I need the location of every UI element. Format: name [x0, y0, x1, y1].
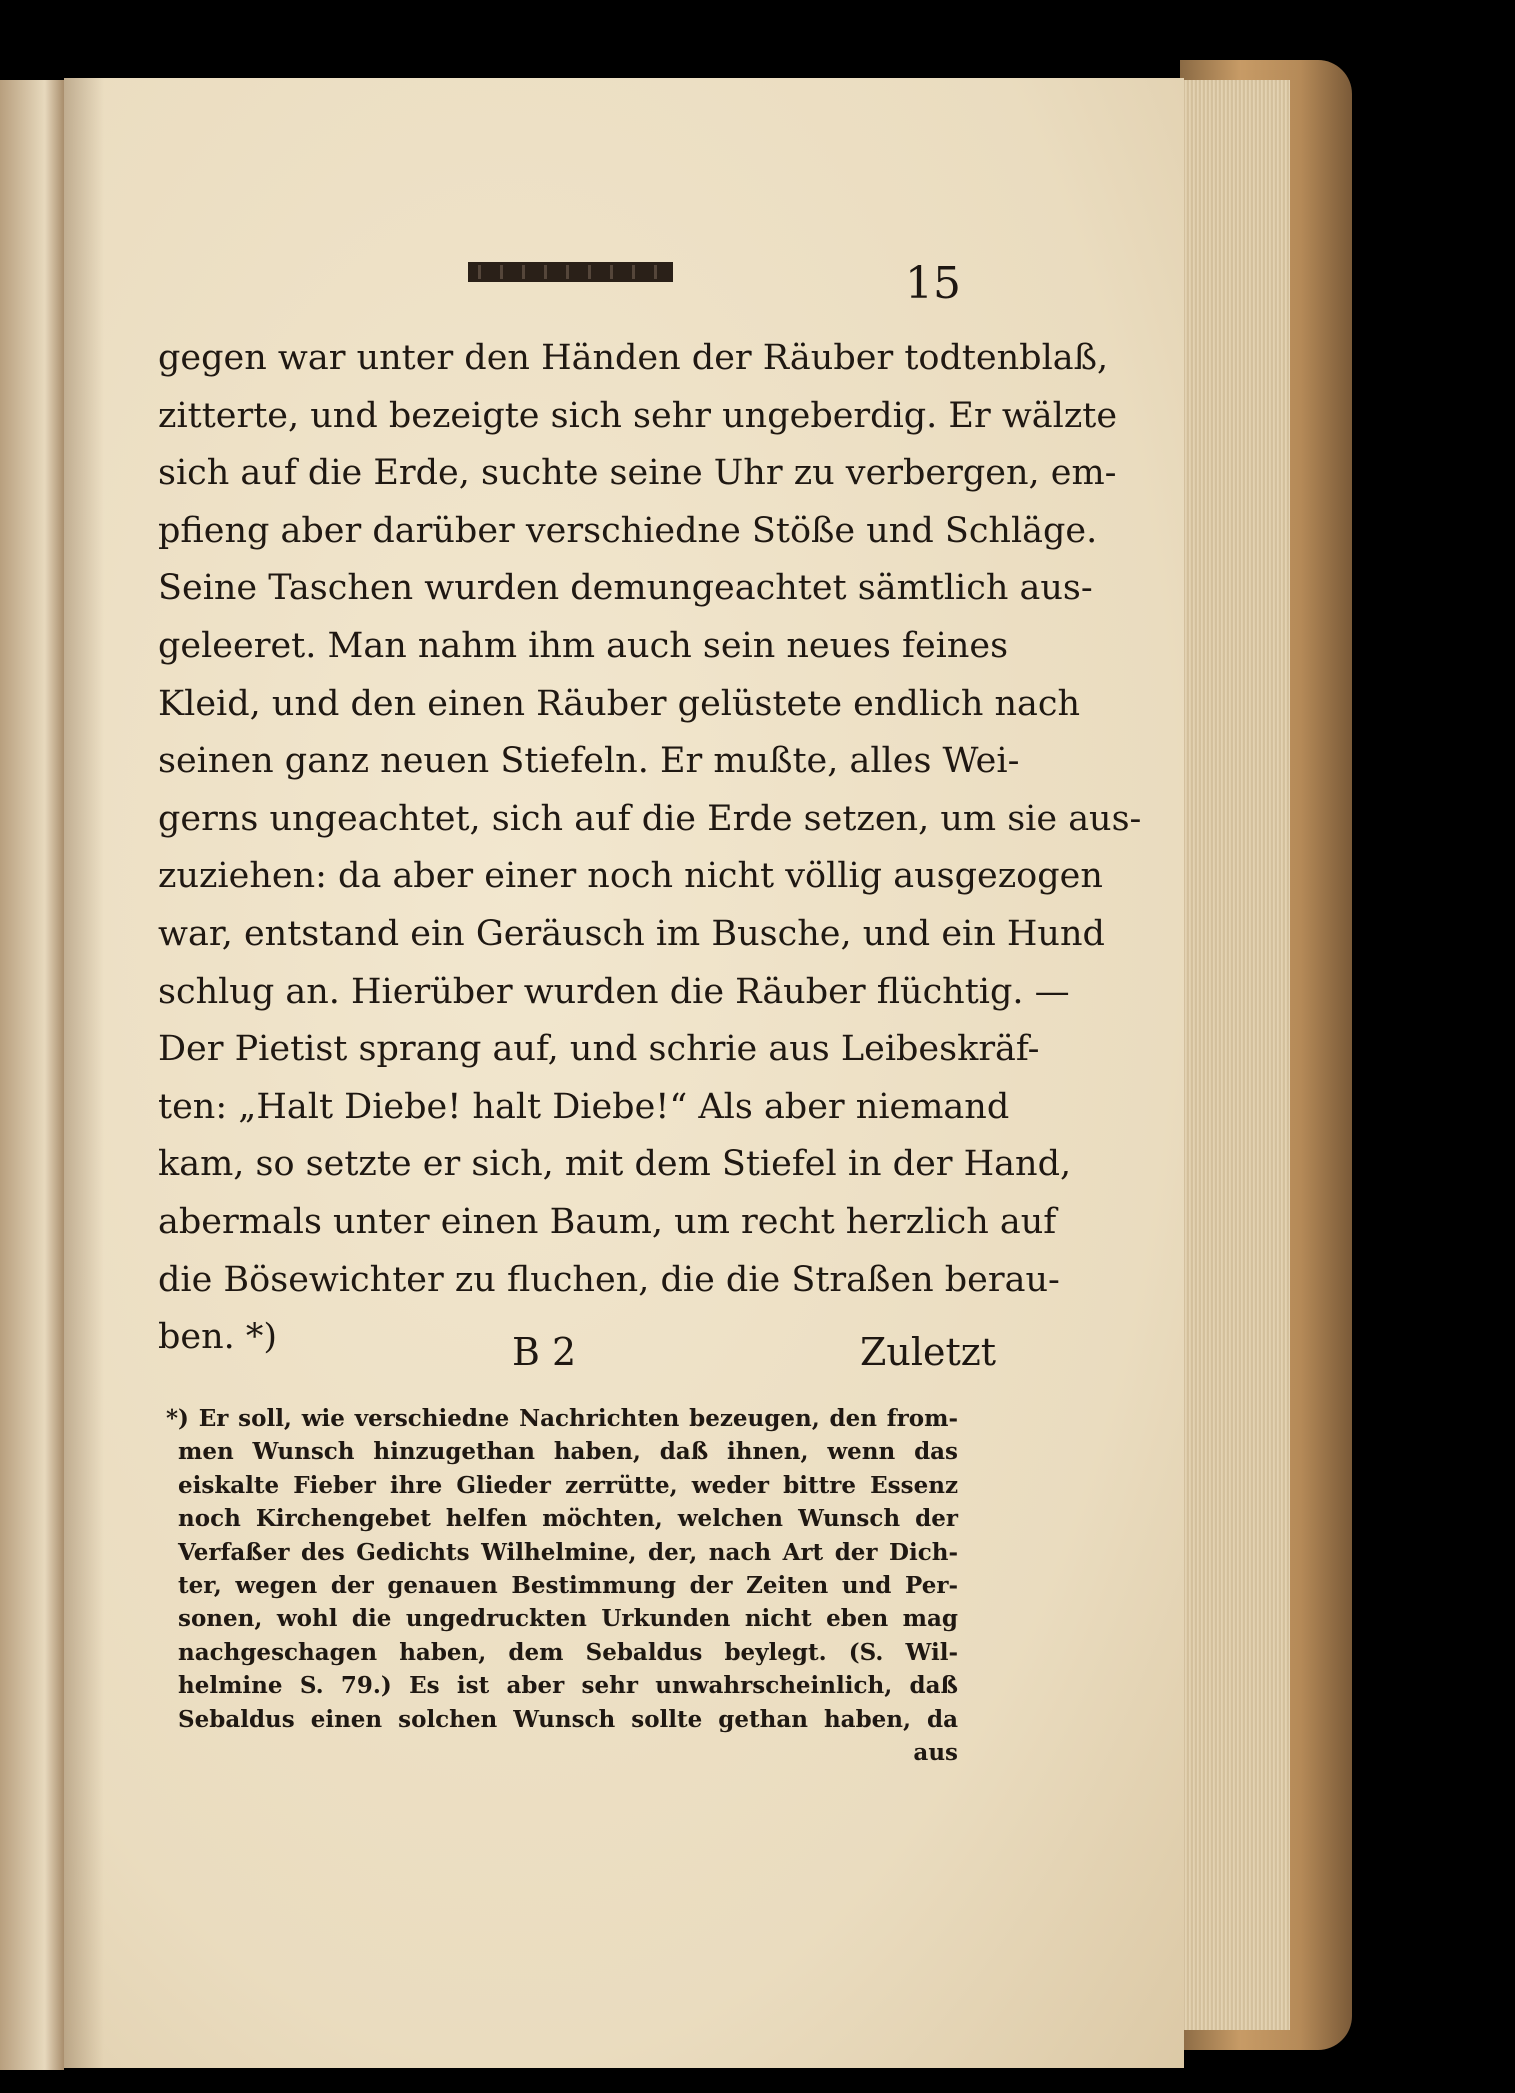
text-line: kam, so setzte er sich, mit dem Stiefel in der Hand, [158, 1144, 1072, 1185]
text-line: pfieng aber darüber verschiedne Stöße und Schläge. [158, 510, 1098, 551]
text-line: abermals unter einen Baum, um recht herzlich auf [158, 1201, 1057, 1242]
text-line: zuziehen: da aber einer noch nicht völlig ausgezogen [158, 856, 1103, 897]
page-number: 15 [905, 258, 961, 309]
footnote-line: nachgeschagen haben, dem Sebaldus beylegt. (S. Wil- [178, 1638, 958, 1666]
text-line: sich auf die Erde, suchte seine Uhr zu verbergen, em- [158, 453, 1117, 494]
footnote-line: helmine S. 79.) Es ist aber sehr unwahrscheinlich, daß [178, 1672, 958, 1700]
footnote-line: noch Kirchengebet helfen möchten, welchen Wunsch der [178, 1505, 958, 1533]
page-block-edges [1170, 80, 1290, 2030]
text-line: ten: „Halt Diebe! halt Diebe!“ Als aber niemand [158, 1086, 1010, 1127]
text-line: geleeret. Man nahm ihm auch sein neues feines [158, 625, 1009, 666]
text-line: Der Pietist sprang auf, und schrie aus Leibeskräf- [158, 1029, 1040, 1070]
text-line: ben. *) [158, 1317, 278, 1358]
footnote-line: eiskalte Fieber ihre Glieder zerrütte, weder bittre Essenz [178, 1471, 958, 1499]
text-line: die Bösewichter zu fluchen, die die Straßen berau- [158, 1259, 1060, 1300]
footnote-line: men Wunsch hinzugethan haben, daß ihnen, wenn das [178, 1438, 958, 1466]
text-line: seinen ganz neuen Stiefeln. Er mußte, alles Wei- [158, 741, 1020, 782]
footnote-line: ter, wegen der genauen Bestimmung der Zeiten und Per- [178, 1571, 958, 1599]
text-line: Seine Taschen wurden demungeachtet sämtlich aus- [158, 568, 1093, 609]
footnote-catchword: aus [913, 1738, 958, 1766]
text-line: schlug an. Hierüber wurden die Räuber flüchtig. — [158, 971, 1070, 1012]
signature-mark: B 2 [512, 1330, 577, 1374]
text-line: zitterte, und bezeigte sich sehr ungeberdig. Er wälzte [158, 395, 1118, 436]
text-line: gerns ungeachtet, sich auf die Erde setzen, um sie aus- [158, 798, 1142, 839]
text-line: gegen war unter den Händen der Räuber todtenblaß, [158, 338, 1109, 378]
footnote-line: Sebaldus einen solchen Wunsch sollte gethan haben, da [178, 1705, 958, 1733]
footnote-line: Verfaßer des Gedichts Wilhelmine, der, nach Art der Dich- [178, 1538, 958, 1566]
catchword: Zuletzt [860, 1330, 997, 1374]
text-line: war, entstand ein Geräusch im Busche, und ein Hund [158, 913, 1105, 954]
footnote-line: sonen, wohl die ungedruckten Urkunden nicht eben mag [178, 1605, 958, 1633]
footnote-line: *) Er soll, wie verschiedne Nachrichten bezeugen, den from- [166, 1405, 958, 1432]
facing-page-edge [0, 80, 64, 2070]
main-text [158, 330, 1142, 1367]
header-ornament [468, 262, 673, 282]
page-gutter-shadow [64, 78, 104, 2068]
text-line: Kleid, und den einen Räuber gelüstete endlich nach [158, 683, 1081, 724]
footnote [166, 1402, 958, 1769]
